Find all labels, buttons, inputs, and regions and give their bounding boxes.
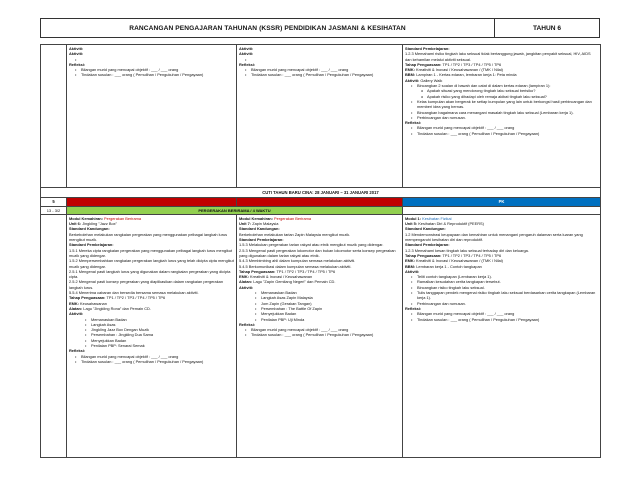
sk-text: 1.2 Mendemonstrasi keupayaan dan kemahiran untuk menangani pengaruh dalaman serta luaran yang mempengaruhi kesihatan diri dan reproduktif. bbox=[405, 231, 583, 243]
sp-item: 5.4.3 Membimbing ahli dalam kumpulan semasa melakukan aktiviti. bbox=[239, 258, 356, 264]
sp-item: 1.5.3 Melakukan pergerakan tarian rakyat atau etnik mengikut muzik yang didengar. bbox=[239, 242, 384, 248]
col-header-pj-1: PJ bbox=[67, 198, 237, 206]
activity-item: • Menyejukkan Badan bbox=[261, 311, 400, 316]
modul-text: Kesihatan Fizikal bbox=[422, 215, 452, 221]
sp-label: Standard Pembelajaran: bbox=[405, 242, 450, 248]
activity-subitem: o Apakah situasi yang mendorong tingkah laku seksual berisiko? bbox=[427, 88, 598, 93]
alatan-text: Lagu "Jingkling Rona" dan Pemain CD. bbox=[83, 305, 151, 311]
empty-bullet bbox=[251, 57, 400, 62]
activity-item: • Bincangkan bagaimana cara menangani masalah tingkah laku seksual (Lembaran kerja 1). bbox=[417, 110, 598, 115]
tp-label: Tahap Penguasaan: bbox=[405, 252, 442, 258]
refleksi-item: • Bilangan murid yang mencapai objektif : ___ / ___ orang bbox=[251, 327, 400, 332]
tp-text: TP1 / TP2 / TP3 / TP4 / TP5 / TP6 bbox=[442, 61, 502, 67]
bbm-text: Lampiran 1 - Kertas edaran, lembaran kerja 1: Peta minda bbox=[416, 72, 517, 78]
activity-item: • Memanaskan Badan bbox=[91, 317, 234, 322]
activity-item: • Penilaian PBP: Senarai Semak bbox=[91, 343, 234, 348]
activity-item: • Bincangkan 2 soalan di bawah dan catat di dalam kertas edaran (lampiran 1): bbox=[417, 83, 598, 88]
refleksi-item: • Bilangan murid yang mencapai objektif : ___ / ___ orang bbox=[81, 67, 234, 72]
activity-item: • Langkah Asas Zapin Malaysia bbox=[261, 295, 400, 300]
aktiviti-label: Aktiviti: bbox=[405, 268, 420, 274]
refleksi-item: • Bilangan murid yang mencapai objektif : ___ / ___ orang bbox=[251, 67, 400, 72]
refleksi-item: • Tindakan susulan : ___ orang ( Pemulihan / Pengukuhan / Pengayaan) bbox=[417, 131, 598, 136]
refleksi-item: • Tindakan susulan : ___ orang ( Pemulihan / Pengukuhan / Pengayaan) bbox=[251, 72, 400, 77]
refleksi-item: • Tindakan susulan : ___ orang ( Pemulihan / Pengukuhan / Pengayaan) bbox=[251, 332, 400, 337]
unit-label: Unit 5: bbox=[405, 221, 418, 227]
col-header-pk: PK bbox=[403, 198, 601, 206]
alatan-label: Alatan: bbox=[69, 305, 83, 311]
activity-item: • Bincangkan risiko tingkah laku seksual. bbox=[417, 285, 598, 290]
refleksi-label: Refleksi: bbox=[405, 305, 422, 311]
sp-item: 5.4.5 Berkomunikasi dalam kumpulan semasa melakukan aktiviti. bbox=[239, 263, 352, 269]
activity-item: • Perbincangan dan rumusan. bbox=[417, 301, 598, 306]
emk-text: Keusahawanan bbox=[80, 300, 107, 306]
bottom-col2 bbox=[237, 214, 403, 457]
aktiviti-label: Aktiviti: bbox=[239, 51, 254, 57]
sp-item: 2.5.3 Mengenal pasti pergerakan lokomotor dan bukan lokomotor serta konsep pergerakan yang digunakan dalam tarian rakyat atau etnik. bbox=[239, 247, 396, 258]
refleksi-item: • Bilangan murid yang mencapai objektif : ___ / ___ orang bbox=[81, 354, 234, 359]
holiday-row bbox=[41, 188, 601, 198]
document-header bbox=[40, 18, 600, 38]
emk-label: EMK: bbox=[405, 67, 415, 73]
sp-item: 1.5.2 Mempersembahkan rangkaian pergerakan langkah lurus yang telah dicipta cipta mengikut muzik yang didengar. bbox=[69, 258, 234, 269]
aktiviti-label: Aktiviti: bbox=[69, 51, 84, 57]
unit-label: Unit 7: bbox=[239, 221, 252, 227]
aktiviti-text: Gallery Walk bbox=[420, 77, 443, 83]
band-empty bbox=[403, 206, 601, 214]
activity-item: • Memanaskan Badan bbox=[261, 290, 400, 295]
week-dates: 13 - 3/2 bbox=[41, 206, 67, 214]
empty-bullet bbox=[81, 57, 234, 62]
week-cell bbox=[41, 214, 67, 457]
top-col1 bbox=[67, 45, 237, 188]
activity-item: • Perbincangan dan rumusan. bbox=[417, 115, 598, 120]
activity-item: • Menyejukkan Badan bbox=[91, 338, 234, 343]
bbm-label: BBM: bbox=[405, 72, 416, 78]
sp-item: 5.5.4 Menerima cabaran dan bersedia bersama semasa melakukan aktiviti. bbox=[69, 290, 199, 296]
bbm-text: Lembaran kerja 1 - Contoh tangkapan bbox=[416, 263, 482, 269]
activity-item: • Tulis tanggapan pendek mengenai risiko tingkah laku seksual berdasarkan cerita tangkapan (Lembaran kerja 1). bbox=[417, 290, 598, 301]
alatan-text: Lagu "Zapin Gemilang Negeri" dan Pemain CD. bbox=[253, 279, 336, 285]
activity-item: • Kelas kumpulan akan bergerak ke setiap kumpulan yang lain untuk berkongsi hasil perbincangan dan memberi idea yang bernas. bbox=[417, 99, 598, 110]
unit-label: Unit 6: bbox=[69, 221, 82, 227]
activity-item: • Penilaian PBP: Uji Minda bbox=[261, 317, 400, 322]
tp-text: TP1 / TP2 / TP3 / TP4 / TP5 / TP6 bbox=[106, 295, 166, 301]
sk-text: Berkebolehan melakukan tarian Zapin Malaysia mengikut muzik. bbox=[239, 231, 351, 237]
aktiviti-label: Aktiviti: bbox=[239, 46, 254, 51]
sp-item: 1.5.1 Mereka cipta rangkaian pergerakan yang menggunakan pelbagai langkah lurus mengikut muzik yang didengar. bbox=[69, 247, 233, 258]
activity-item: • Jom Zapin (Gerakan Tangan) bbox=[261, 301, 400, 306]
modul-text: Pergerakan Berirama bbox=[274, 215, 312, 221]
refleksi-label: Refleksi: bbox=[405, 120, 422, 126]
tp-text: TP1 / TP2 / TP3 / TP4 / TP5 / TP6 bbox=[442, 252, 502, 258]
activity-item: • Persembahan : The Battle Of Zapin bbox=[261, 306, 400, 311]
refleksi-label: Refleksi: bbox=[69, 348, 86, 354]
week-row-bottom bbox=[41, 214, 601, 457]
refleksi-label: Refleksi: bbox=[69, 61, 86, 67]
aktiviti-label: Aktiviti: bbox=[69, 46, 84, 51]
unit-text: Kesihatan Diri & Reproduktif (PEERS) bbox=[418, 221, 484, 227]
bottom-col1 bbox=[67, 214, 237, 457]
modul-label: Modul 1: bbox=[405, 215, 421, 221]
column-header-row bbox=[41, 198, 601, 206]
tp-text: TP1 / TP2 / TP3 / TP4 / TP5 / TP6 bbox=[276, 268, 336, 274]
refleksi-label: Refleksi: bbox=[239, 61, 256, 67]
band-label: PERGERAKAN BERIRAMA / 4 WAKTU bbox=[67, 206, 403, 214]
tp-label: Tahap Penguasaan: bbox=[69, 295, 106, 301]
refleksi-item: • Bilangan murid yang mencapai objektif : ___ / ___ orang bbox=[417, 311, 598, 316]
activity-item: • Jingkling Jazz Box Dengan Muzik bbox=[91, 327, 234, 332]
modul-text: Pergerakan Berirama bbox=[104, 215, 142, 221]
document-title: RANCANGAN PENGAJARAN TAHUNAN (KSSR) PENDIDIKAN JASMANI & KESIHATAN bbox=[129, 24, 406, 32]
unit-text: Jingkling "Jazz Box" bbox=[82, 221, 117, 227]
emk-text: Kreativiti & Inovasi / Keusahawanan / (TMK / Nilai) bbox=[416, 67, 503, 73]
sk-label: Standard Kandungan: bbox=[69, 226, 110, 232]
activity-subitem: o Apakah risiko yang dihadapi oleh remaja akibat tingkah laku seksual? bbox=[427, 94, 598, 99]
modul-label: Modul Kemahiran: bbox=[69, 215, 103, 221]
bottom-col3 bbox=[403, 214, 601, 457]
refleksi-item: • Tindakan susulan : ___ orang ( Pemulihan / Pengukuhan / Pengayaan) bbox=[417, 317, 598, 322]
refleksi-item: • Bilangan murid yang mencapai objektif : ___ / ___ orang bbox=[417, 125, 598, 130]
refleksi-label: Refleksi: bbox=[239, 321, 256, 327]
top-col2 bbox=[237, 45, 403, 188]
sp-label: Standard Pembelajaran: bbox=[69, 242, 114, 248]
tp-label: Tahap Penguasaan: bbox=[239, 268, 276, 274]
sp-item: 2.5.1 Mengenal pasti langkah lurus yang digunakan dalam rangkaian pergerakan yang dicipta cipta. bbox=[69, 268, 231, 280]
refleksi-item: • Tindakan susulan : ___ orang ( Pemulihan / Pengukuhan / Pengayaan) bbox=[81, 359, 234, 364]
sp-text: 1.2.3 Memahami kesan tingkah laku seksual terhadap diri dan keluarga. bbox=[405, 247, 529, 253]
sp-label: Standard Pembelajaran: bbox=[239, 237, 284, 243]
year-label: TAHUN 6 bbox=[494, 19, 599, 37]
activity-item: • Langkah Asas bbox=[91, 322, 234, 327]
band-row bbox=[41, 206, 601, 214]
emk-label: EMK: bbox=[239, 274, 249, 280]
col-header-pj-2: PJ bbox=[237, 198, 403, 206]
activity-item: • Ramalkan kesudahan cerita tangkapan tersebut. bbox=[417, 279, 598, 284]
sk-text: Berkebolehan melakukan rangkaian pergerakan yang menggunakan pelbagai langkah lurus mengikut muzik. bbox=[69, 231, 228, 243]
activity-item: • Persembahan : Jingkling Dua Sama bbox=[91, 332, 234, 337]
emk-text: Kreativiti & Inovasi / Keusahawanan bbox=[250, 274, 313, 280]
activity-item: • Teliti contoh tangkapan (Lembaran kerja 1). bbox=[417, 274, 598, 279]
tp-label: Tahap Penguasaan: bbox=[405, 61, 442, 67]
aktiviti-label: Aktiviti: bbox=[69, 311, 84, 317]
week-number: 5 bbox=[41, 198, 67, 206]
alatan-label: Alatan: bbox=[239, 279, 253, 285]
emk-text: Kreativiti & Inovasi / Keusahawanan / (TMK / Nilai) bbox=[416, 258, 503, 264]
aktiviti-label: Aktiviti: bbox=[405, 77, 420, 83]
week-cell bbox=[41, 45, 67, 188]
refleksi-item: • Tindakan susulan : ___ orang ( Pemulihan / Pengukuhan / Pengayaan) bbox=[81, 72, 234, 77]
top-col3 bbox=[403, 45, 601, 188]
holiday-text: CUTI TAHUN BARU CINA: 28 JANUARI – 31 JANUARI 2017 bbox=[41, 188, 601, 198]
bbm-label: BBM: bbox=[405, 263, 416, 269]
sp-text: 1.2.3 Memahami risiko tingkah laku seksual tidak bertanggung jawab, jangkitan penyakit seksual, HIV, AIDS dan kehamilan melalui aktiviti seksual. bbox=[405, 51, 591, 62]
modul-label: Modul Kemahiran: bbox=[239, 215, 273, 221]
sp-label: Standard Pembelajaran: bbox=[405, 46, 450, 51]
plan-table bbox=[40, 44, 600, 458]
week-row-top bbox=[41, 45, 601, 188]
sp-item: 2.5.2 Mengenal pasti konsep pergerakan yang diaplikasikan dalam rangkaian pergerakan langkah lurus. bbox=[69, 279, 223, 290]
unit-text: Zapin Malaysia bbox=[252, 221, 279, 227]
sk-label: Standard Kandungan: bbox=[405, 226, 446, 232]
sk-label: Standard Kandungan: bbox=[239, 226, 280, 232]
aktiviti-label: Aktiviti: bbox=[239, 284, 254, 290]
emk-label: EMK: bbox=[405, 258, 415, 264]
emk-label: EMK: bbox=[69, 300, 79, 306]
